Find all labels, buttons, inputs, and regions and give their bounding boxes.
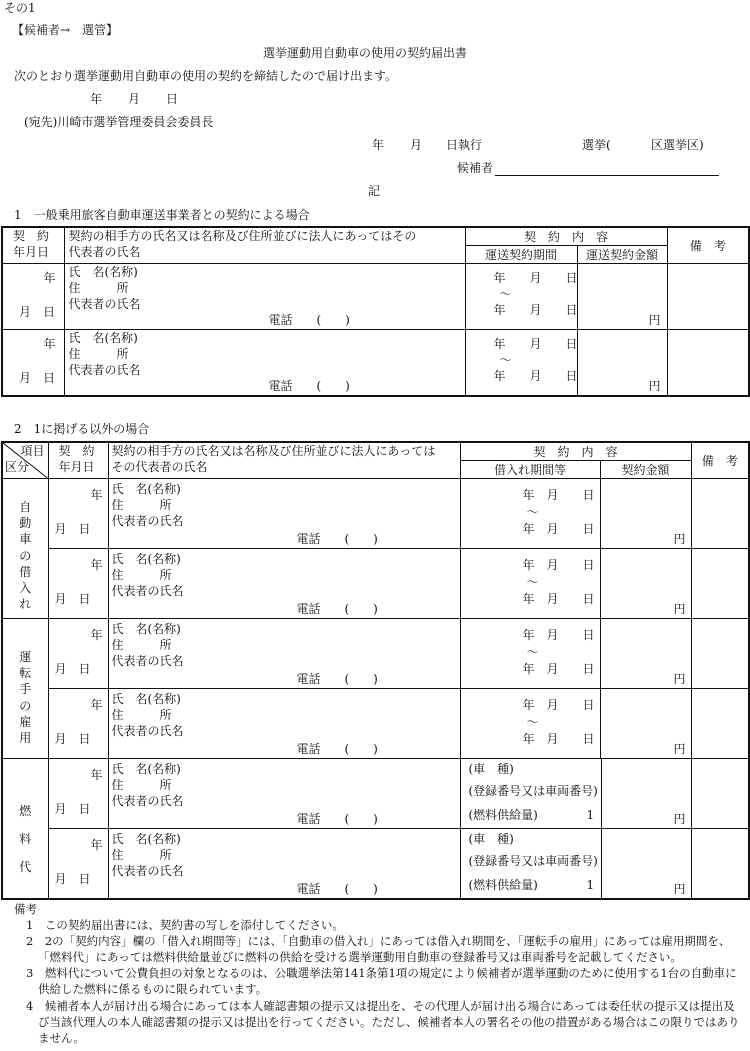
candidate-label: 候補者 — [457, 161, 494, 175]
s1-row2-remarks — [667, 330, 749, 396]
exec-day: 日執行 — [446, 138, 483, 152]
form-number: その1 — [4, 1, 36, 15]
s1-row2-party: 氏 名(名称) 住 所 代表者の氏名 電話 ( ) — [64, 330, 465, 396]
notes-heading: 備考 — [14, 902, 37, 916]
exec-year: 年 — [372, 138, 385, 152]
s2-header-date: 契 約 年月日 — [48, 442, 108, 479]
group-label-fuel: 燃 料 代 — [2, 759, 48, 899]
table-row: 運 転 手 の 雇 用 年 月 日 氏 名(名称) 住 所 代表者の氏名 電話 ( ) 年 月 日 ～ 年 月 日 円 — [2, 619, 749, 689]
note-item: 2 2の「契約内容」欄の「借入れ期間等」には、「自動車の借入れ」にあっては借入れ期間を、「運転手の雇用」にあっては雇用期間を、「燃料代」にあっては燃料供給量並びに燃料の供給を受ける選挙運動用自動車の登録番号又は車両番号を記載してください。 — [26, 934, 731, 965]
section1-heading: 1 一般乗用旅客自動車運送事業者との契約による場合 — [14, 208, 310, 222]
notes-section — [14, 901, 744, 1046]
s2-header-period: 借入れ期間等 — [460, 461, 600, 479]
s2-header-item-kubun — [2, 442, 48, 479]
group-label-car-rental: 自 動 車 の 借 入 れ — [2, 479, 48, 619]
s1-header-remarks: 備 考 — [667, 227, 749, 264]
exec-month: 月 — [410, 138, 423, 152]
s1-row2-amount: 円 — [577, 330, 667, 396]
s2-header-remarks: 備 考 — [691, 442, 749, 479]
table-row: 年 月 日 氏 名(名称) 住 所 代表者の氏名 電話 ( ) 年 月 日 ～ 年 月 日 円 — [2, 549, 749, 619]
election-name: 選挙( — [582, 138, 611, 152]
s1-header-party — [64, 227, 465, 264]
s1-row2-date: 年 月 日 — [2, 330, 64, 396]
group-label-driver-hire: 運 転 手 の 雇 用 — [2, 619, 48, 759]
note-item: 4 候補者本人が届け出る場合にあっては本人確認書類の提示又は提出を、その代理人が届け出る場合にあっては委任状の提示又は提出及び当該代理人の本人確認書類の提示又は提出を行ってください。ただし、候補者本人の署名その他の措置がある場合はこの限りではありません。 — [26, 998, 740, 1045]
table-row: 年 月 日 氏 名(名称) 住 所 代表者の氏名 電話 ( ) (車 種) (登録番号又は車両番号) (燃料供給量) 1 円 — [2, 829, 749, 899]
s1-header-content: 契 約 内 容 — [465, 227, 667, 246]
s1-header-period: 運送契約期間 — [465, 246, 577, 264]
table-row — [2, 330, 749, 396]
intro-text: 次のとおり選挙運動用自動車の使用の契約を締結したので届け出ます。 — [14, 69, 398, 83]
s1-row1-party: 氏 名(名称) 住 所 代表者の氏名 電話 ( ) — [64, 264, 465, 330]
ki-mark: 記 — [368, 184, 381, 198]
note-item: 3 燃料代について公費負担の対象となるのは、公職選挙法第141条第1項の規定により候補者が選挙運動のために使用する1台の自動車に供給した燃料に係るものに限られています。 — [26, 966, 737, 997]
s2-header-item: 項目 — [20, 444, 45, 458]
table-row: 年 月 日 氏 名(名称) 住 所 代表者の氏名 電話 ( ) 年 月 日 ～ 年 月 日 円 — [2, 689, 749, 759]
s1-row1-date: 年 月 日 — [2, 264, 64, 330]
s2-header-party: 契約の相手方の氏名又は名称及び住所並びに法人にあっては その代表者の氏名 — [108, 442, 460, 479]
s2-header-content: 契 約 内 容 — [460, 442, 691, 461]
s1-row1-amount: 円 — [577, 264, 667, 330]
addressee: (宛先)川崎市選挙管理委員会委員長 — [24, 115, 214, 129]
s1-header-amount: 運送契約金額 — [577, 246, 667, 264]
s1-header-party-line1: 契約の相手方の氏名又は名称及び住所並びに法人にあってはその — [68, 229, 417, 243]
section2-table — [1, 441, 750, 900]
section1-table — [1, 226, 750, 397]
s1-header-date-line2: 年月日 — [13, 245, 50, 259]
candidate-signature-line — [495, 175, 719, 176]
s1-row2-period: 年 月 日 ～ 年 月 日 — [465, 330, 577, 396]
s1-row1-remarks — [667, 264, 749, 330]
date-month: 月 — [128, 92, 141, 106]
table-row: 燃 料 代 年 月 日 氏 名(名称) 住 所 代表者の氏名 電話 ( ) (車 種) (登録番号又は車両番号) (燃料供給量) 1 円 — [2, 759, 749, 829]
s1-header-date — [2, 227, 64, 264]
form-category: 【候補者→ 選管】 — [12, 23, 119, 37]
s1-header-date-line1: 契 約 — [13, 229, 50, 243]
document-title: 選挙運動用自動車の使用の契約届出書 — [263, 46, 468, 60]
table-row — [2, 264, 749, 330]
s2-header-amount: 契約金額 — [600, 461, 691, 479]
s1-header-party-line2: 代表者の氏名 — [68, 245, 141, 259]
date-day: 日 — [166, 92, 179, 106]
table-row: 自 動 車 の 借 入 れ 年 月 日 氏 名(名称) 住 所 代表者の氏名 電話 ( ) 年 月 日 ～ 年 月 日 円 — [2, 479, 749, 549]
s2-header-kubun: 区分 — [5, 460, 30, 474]
note-item: 1 この契約届出書には、契約書の写しを添付してください。 — [26, 918, 344, 933]
s1-row1-period: 年 月 日 ～ 年 月 日 — [465, 264, 577, 330]
date-year: 年 — [90, 92, 103, 106]
election-district: 区選挙区) — [651, 138, 704, 152]
section2-heading: 2 1に掲げる以外の場合 — [14, 422, 150, 436]
